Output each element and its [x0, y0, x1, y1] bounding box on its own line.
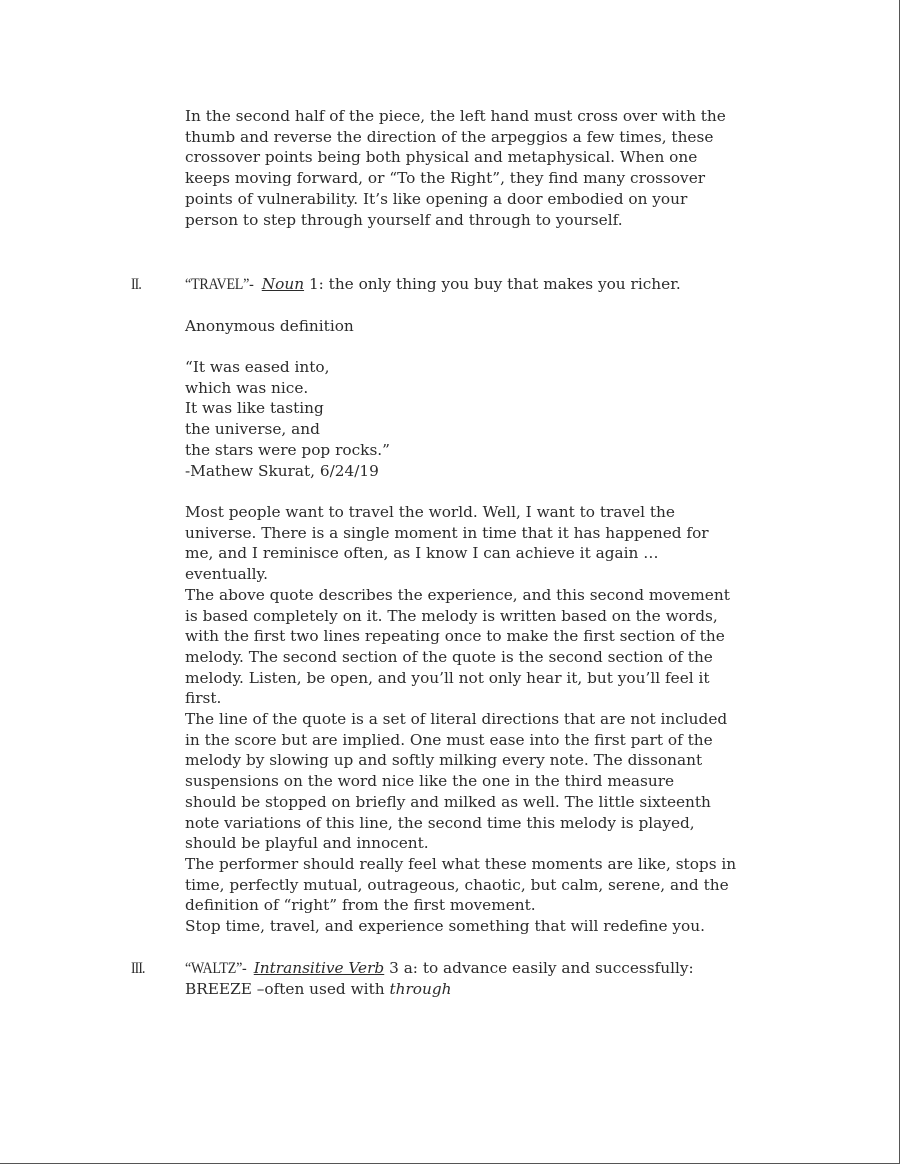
section-2-quote — [185, 357, 795, 481]
text-line: should be stopped on briefly and milked as well. The little sixteenth — [185, 792, 711, 811]
intro-paragraph — [185, 106, 795, 230]
text-line: note variations of this line, the second time this melody is played, — [185, 813, 695, 832]
quote-line: the stars were pop rocks.” — [185, 440, 390, 459]
text-line: eventually. — [185, 565, 268, 584]
section-2-body — [185, 502, 795, 937]
quote-line: It was like tasting — [185, 399, 324, 418]
text-line: The above quote describes the experience, and this second movement — [185, 585, 730, 604]
section-2-source — [185, 316, 795, 337]
text-line: Most people want to travel the world. Well, I want to travel the — [185, 503, 675, 521]
text-line: with the first two lines repeating once to make the first section of the — [185, 627, 725, 646]
text-line: time, perfectly mutual, outrageous, chaotic, but calm, serene, and the — [185, 875, 729, 894]
text-line: is based completely on it. The melody is written based on the words, — [185, 606, 718, 625]
text-line: melody by slowing up and softly milking every note. The dissonant — [185, 751, 703, 770]
text-line: person to step through yourself and through to yourself. — [185, 210, 623, 229]
text-line: In the second half of the piece, the left hand must cross over with the — [185, 107, 726, 125]
section-2-part-of-speech: Noun — [261, 275, 305, 293]
text-line: melody. The second section of the quote is the second section of the — [185, 647, 713, 666]
quote-line: “It was eased into, — [185, 358, 330, 376]
quote-attribution: -Mathew Skurat, 6/24/19 — [185, 461, 379, 480]
section-2-definition: 1: the only thing you buy that makes you richer. — [308, 275, 681, 293]
text-line: points of vulnerability. It’s like opening a door embodied on your — [185, 189, 688, 208]
text-line: universe. There is a single moment in time that it has happened for — [185, 523, 709, 542]
text-line: melody. Listen, be open, and you’ll not only hear it, but you’ll feel it — [185, 668, 710, 687]
section-3-numeral: III. — [131, 960, 145, 977]
text-line: crossover points being both physical and metaphysical. When one — [185, 148, 698, 167]
section-3-term: “WALTZ”- — [185, 960, 247, 977]
text-line: thumb and reverse the direction of the arpeggios a few times, these — [185, 127, 714, 146]
section-3-line2-italic: through — [389, 980, 452, 998]
section-2-numeral: II. — [131, 276, 141, 293]
text-line: in the score but are implied. One must ease into the first part of the — [185, 730, 713, 749]
text-line: definition of “right” from the first movement. — [185, 896, 536, 915]
section-3-definition: 3 a: to advance easily and successfully: — [389, 959, 694, 977]
section-3-heading — [185, 958, 805, 980]
section-3-line2-prefix: BREEZE –often used with — [185, 980, 385, 998]
quote-line: the universe, and — [185, 420, 320, 439]
text-line: keeps moving forward, or “To the Right”, they find many crossover — [185, 169, 706, 188]
section-3-definition-line-2 — [185, 979, 805, 1000]
section-3-part-of-speech: Intransitive Verb — [253, 959, 385, 977]
section-2-heading — [185, 274, 805, 296]
text-line: suspensions on the word nice like the one in the third measure — [185, 772, 675, 791]
text-line: The performer should really feel what these moments are like, stops in — [185, 854, 737, 873]
text-line: first. — [185, 689, 222, 708]
source-line: Anonymous definition — [185, 317, 354, 335]
text-line: Stop time, travel, and experience something that will redefine you. — [185, 917, 705, 936]
quote-line: which was nice. — [185, 378, 309, 397]
section-2-term: “TRAVEL”- — [185, 276, 254, 293]
text-line: me, and I reminisce often, as I know I can achieve it again … — [185, 544, 659, 563]
text-line: The line of the quote is a set of literal directions that are not included — [185, 710, 728, 729]
text-line: should be playful and innocent. — [185, 834, 429, 853]
